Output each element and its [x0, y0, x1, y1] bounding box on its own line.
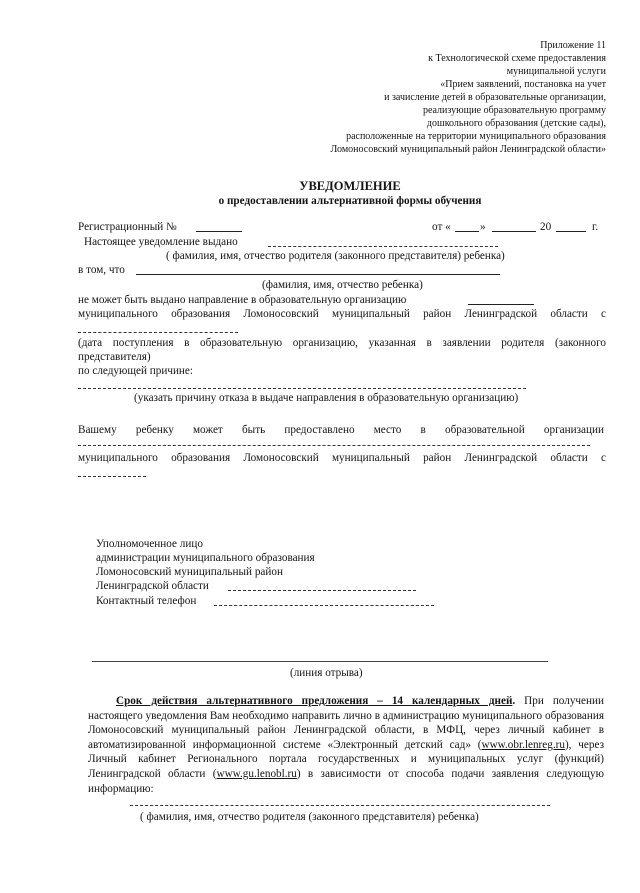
offer-word: может — [192, 424, 223, 436]
signature-line: Уполномоченное лицо — [96, 538, 203, 550]
notice-text: ), через Личный кабинет Регионального портала государственных и муниципальных услуг (функций) Ленинградской области ( — [88, 738, 605, 780]
date-quote-close: » — [480, 221, 486, 233]
date-caption-line-1: (дата поступления в образовательную организацию, указанная в заявлении родителя (законного — [78, 337, 606, 349]
validity-term: Срок действия альтернативного предложения – 14 календарных дней — [116, 695, 513, 707]
municipal-line: муниципального образования Ломоносовский муниципальный район Ленинградской области с — [78, 308, 606, 320]
child-name-caption: (фамилия, имя, отчество ребенка) — [262, 279, 423, 291]
offer-line — [78, 423, 604, 437]
phone-label: Контактный телефон — [96, 595, 197, 607]
header-line: реализующие образовательную программу — [422, 105, 606, 116]
parent-name-field[interactable] — [268, 246, 498, 247]
document-subtitle: о предоставлении альтернативной формы обучения — [218, 195, 482, 207]
date-year-prefix: 20 — [540, 221, 552, 233]
alternative-organization-field[interactable] — [78, 445, 590, 446]
tear-line — [92, 661, 548, 662]
signature-line: Ломоносовский муниципальный район — [96, 566, 283, 578]
registration-label: Регистрационный № — [78, 221, 177, 233]
header-line: к Технологической схеме предоставления — [428, 53, 606, 64]
parent-name-caption: ( фамилия, имя, отчество родителя (законного представителя) ребенка) — [166, 250, 505, 262]
header-line: Приложение 11 — [540, 40, 606, 51]
validity-term-end: . — [512, 695, 516, 707]
organization-field[interactable] — [468, 304, 534, 305]
signature-line: Ленинградской области — [96, 580, 209, 592]
header-line: и зачисление детей в образовательные организации, — [384, 92, 606, 103]
notice-parent-caption: ( фамилия, имя, отчество родителя (законного представителя) ребенка) — [140, 811, 479, 823]
offer-word: быть — [241, 424, 266, 436]
offer-word: предоставлено — [284, 424, 355, 436]
offer-word: место — [373, 424, 402, 436]
header-line: дошкольного образования (детские сады), — [426, 118, 606, 129]
offer-word: ребенку — [135, 424, 174, 436]
notice-text: ) в зависимости от способа подачи заявления следующую информацию: — [88, 767, 604, 795]
obr-lenreg-link[interactable]: www.obr.lenreg.ru — [481, 738, 565, 751]
cannot-issue-label: не может быть выдано направление в образовательную организацию — [78, 294, 407, 306]
phone-field[interactable] — [214, 605, 434, 606]
that-label: в том, что — [78, 264, 125, 276]
date-year-suffix: г. — [592, 221, 599, 233]
date-caption-line-2: представителя) — [78, 351, 151, 363]
registration-number-field[interactable] — [196, 231, 242, 232]
offer-word: Вашему — [78, 424, 117, 436]
alternative-date-field[interactable] — [78, 476, 146, 477]
signature-line: администрации муниципального образования — [96, 552, 315, 564]
notice-paragraph — [88, 694, 604, 796]
header-line: Ломоносовский муниципальный район Ленинградской области» — [330, 144, 606, 155]
notice-text: При получении настоящего уведомления Вам необходимо направить лично в администрацию муниципального образования Ломоносовский муниципальный район Ленинградской области, в МФЦ, через личный кабинет в автоматизированной информационной системе «Электронный детский сад» ( — [88, 695, 604, 751]
offer-word: в — [420, 424, 426, 436]
child-name-field[interactable] — [136, 274, 500, 275]
tear-line-caption: (линия отрыва) — [290, 667, 363, 679]
date-from-label: от « — [432, 221, 451, 233]
date-month-field[interactable] — [492, 231, 536, 232]
date-year-field[interactable] — [556, 231, 586, 232]
header-line: муниципальной услуги — [506, 66, 606, 77]
offer-word: образовательной — [444, 424, 525, 436]
reason-field[interactable] — [78, 388, 526, 389]
municipal-line-2: муниципального образования Ломоносовский муниципальный район Ленинградской области с — [78, 452, 606, 464]
gu-lenobl-link[interactable]: www.gu.lenobl.ru — [216, 767, 297, 780]
signature-field[interactable] — [228, 590, 416, 591]
reason-label: по следующей причине: — [78, 365, 193, 377]
offer-word: организации — [543, 424, 604, 436]
header-line: расположенные на территории муниципального образования — [346, 131, 606, 142]
issued-label: Настоящее уведомление выдано — [84, 236, 238, 248]
date-day-field[interactable] — [455, 231, 479, 232]
document-title: УВЕДОМЛЕНИЕ — [299, 179, 401, 193]
admission-date-field[interactable] — [78, 332, 238, 333]
reason-caption: (указать причину отказа в выдаче направления в образовательную организацию) — [134, 392, 519, 404]
header-line: «Прием заявлений, постановка на учет — [440, 79, 606, 90]
notice-parent-name-field[interactable] — [130, 805, 550, 806]
